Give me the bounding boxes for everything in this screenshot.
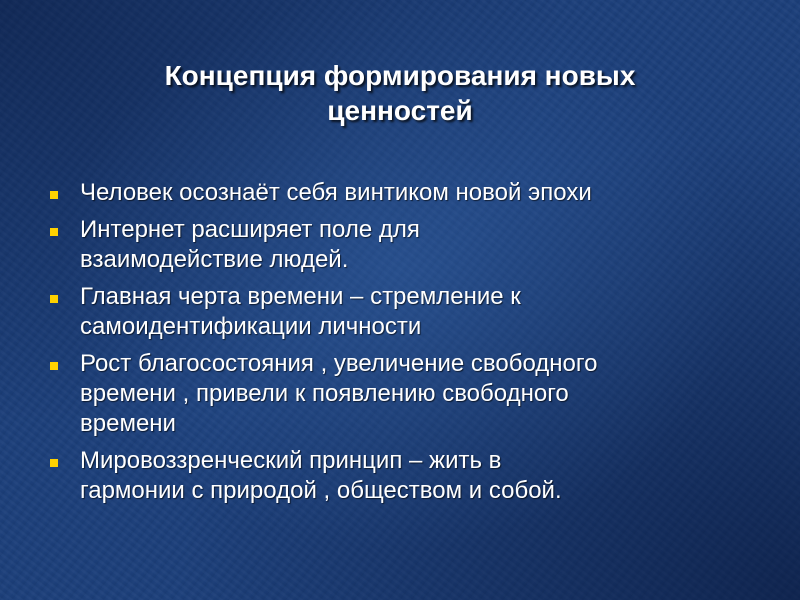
bullet-text <box>80 282 760 342</box>
bullet-line: времени , привели к появлению свободного <box>80 380 569 407</box>
bullet-item-1 <box>50 178 760 208</box>
square-bullet-icon <box>50 228 58 236</box>
square-bullet-icon <box>50 362 58 370</box>
slide-title-line-2: ценностей <box>327 95 473 126</box>
bullet-line: Интернет расширяет поле для <box>80 216 420 243</box>
square-bullet-icon <box>50 459 58 467</box>
slide-title-line-1: Концепция формирования новых <box>164 60 636 91</box>
bullet-line: самоидентификации личности <box>80 313 422 340</box>
bullet-item-3 <box>50 282 760 342</box>
slide-title <box>60 58 740 128</box>
bullet-text <box>80 215 760 275</box>
bullet-text <box>80 446 760 506</box>
square-bullet-icon <box>50 295 58 303</box>
bullet-text <box>80 349 760 439</box>
bullet-list <box>50 178 760 513</box>
square-bullet-icon <box>50 191 58 199</box>
bullet-item-2 <box>50 215 760 275</box>
bullet-item-5 <box>50 446 760 506</box>
bullet-line: гармонии с природой , обществом и собой. <box>80 477 562 504</box>
bullet-line: Рост благосостояния , увеличение свободного <box>80 350 598 377</box>
bullet-item-4 <box>50 349 760 439</box>
bullet-line: времени <box>80 410 176 437</box>
bullet-line: Главная черта времени – стремление к <box>80 283 521 310</box>
bullet-line: Человек осознаёт себя винтиком новой эпохи <box>80 179 592 206</box>
bullet-line: взаимодействие людей. <box>80 246 349 273</box>
bullet-line: Мировоззренческий принцип – жить в <box>80 447 502 474</box>
bullet-text <box>80 178 760 208</box>
